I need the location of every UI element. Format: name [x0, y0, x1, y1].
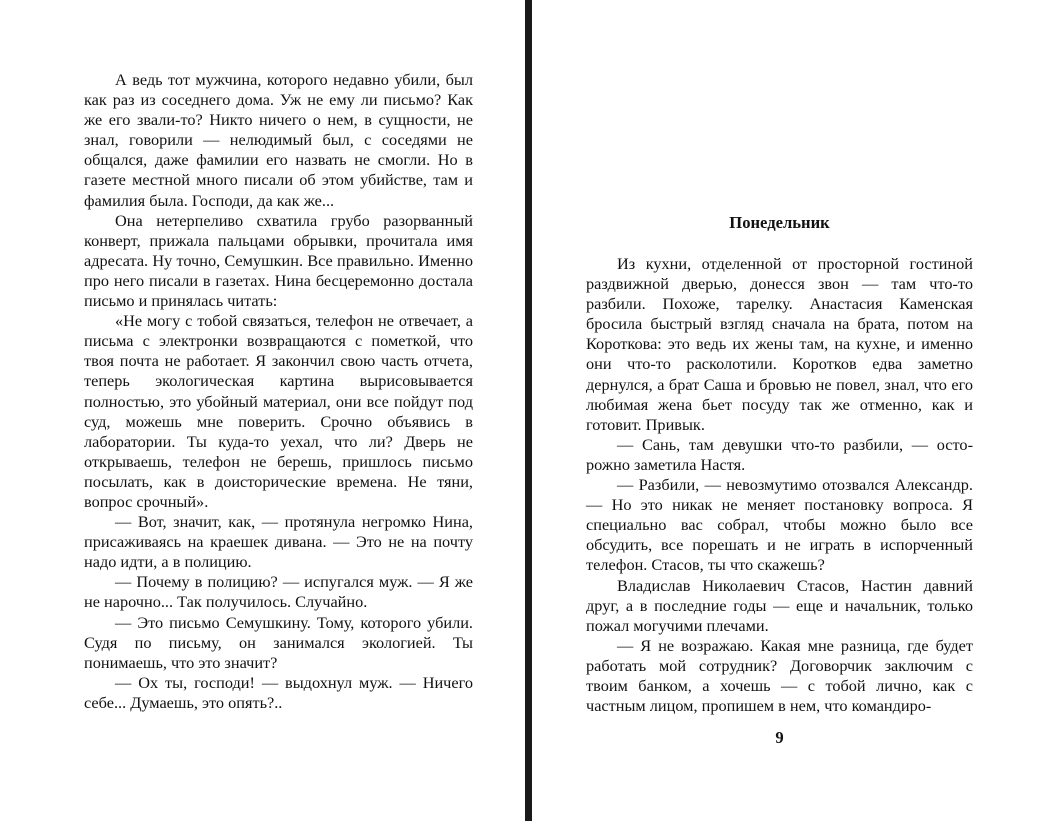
right-page-text	[586, 254, 973, 716]
chapter-title: Понедельник	[729, 213, 830, 232]
paragraph: — Ох ты, господи! — выдохнул муж. — Ничего себе... Думаешь, это опять?..	[84, 672, 473, 712]
paragraph: Владислав Николаевич Стасов, Настин давний друг, а в последние годы — еще и начальник, только пожал могучими плечами.	[586, 575, 973, 635]
book-spine	[525, 0, 532, 821]
paragraph: — Сань, там девушки что-то разбили, — осторожно заметила Настя.	[586, 434, 973, 474]
paragraph: — Я не возражаю. Какая мне разница, где будет работать мой сотрудник? Договорчик заключим с твоим банком, а хочешь — с тобой лично, как с частным лицом, пропишем в нем, что командиро-	[586, 635, 973, 716]
paragraph: «Не могу с тобой связаться, телефон не отвечает, а письма с электронки возвращаются с пометкой, что твоя почта не работает. Я закончил свою часть отчета, теперь экологическая картина вырисовывается полностью, это убойный материал, они все пойдут под суд, можешь мне поверить. Срочно объявись в лаборатории. Ты куда-то уехал, что ли? Дверь не открываешь, телефон не берешь, пришлось письмо посылать, как в доисторические времена. Не тяни, вопрос срочный».	[84, 311, 473, 511]
paragraph: — Это письмо Семушкину. Тому, которого убили. Судя по письму, он занимался экологией. Ты понимаешь, что это значит?	[84, 612, 473, 672]
paragraph: — Почему в полицию? — испугался муж. — Я же не нарочно... Так получилось. Случайно.	[84, 572, 473, 612]
left-page	[0, 0, 525, 821]
paragraph: Из кухни, отделенной от просторной гостиной раздвижной дверью, донесся звон — там что-то разбили. Похоже, тарелку. Анастасия Каменская бросила быстрый взгляд сначала на брата, потом на Короткова: это ведь их жены там, на кухне, и именно они что-то расколотили. Коротков едва заметно дернулся, а брат Саша и бровью не повел, знал, что его любимая жена бьет посуду так же отменно, как и готовит. Привык.	[586, 254, 973, 434]
page-number: 9	[775, 728, 784, 747]
right-page	[532, 0, 1058, 821]
left-page-text	[84, 70, 473, 713]
paragraph: — Вот, значит, как, — протянула негромко Нина, присаживаясь на краешек дивана. — Это не на почту надо идти, а в полицию.	[84, 512, 473, 572]
paragraph: Она нетерпеливо схватила грубо разорванный конверт, прижала пальцами обрывки, прочитала имя адресата. Ну точно, Семушкин. Все правильно. Именно про него писали в газетах. Нина бесцеремонно достала письмо и принялась читать:	[84, 210, 473, 311]
paragraph: А ведь тот мужчина, которого недавно убили, был как раз из соседнего дома. Уж не ему ли письмо? Как же его звали-то? Никто ничего о нем, в сущности, не знал, говорили — нелюдимый был, с соседями не общался, даже фамилии его назвать не смогли. Но в газете местной много писали об этом убийстве, там и фамилия была. Господи, да как же...	[84, 70, 473, 210]
paragraph: — Разбили, — невозмутимо отозвался Александр. — Но это никак не меняет постановку вопроса. Я специально вас собрал, чтобы можно было все обсудить, все порешать и не играть в испорченный телефон. Стасов, ты что скажешь?	[586, 475, 973, 575]
